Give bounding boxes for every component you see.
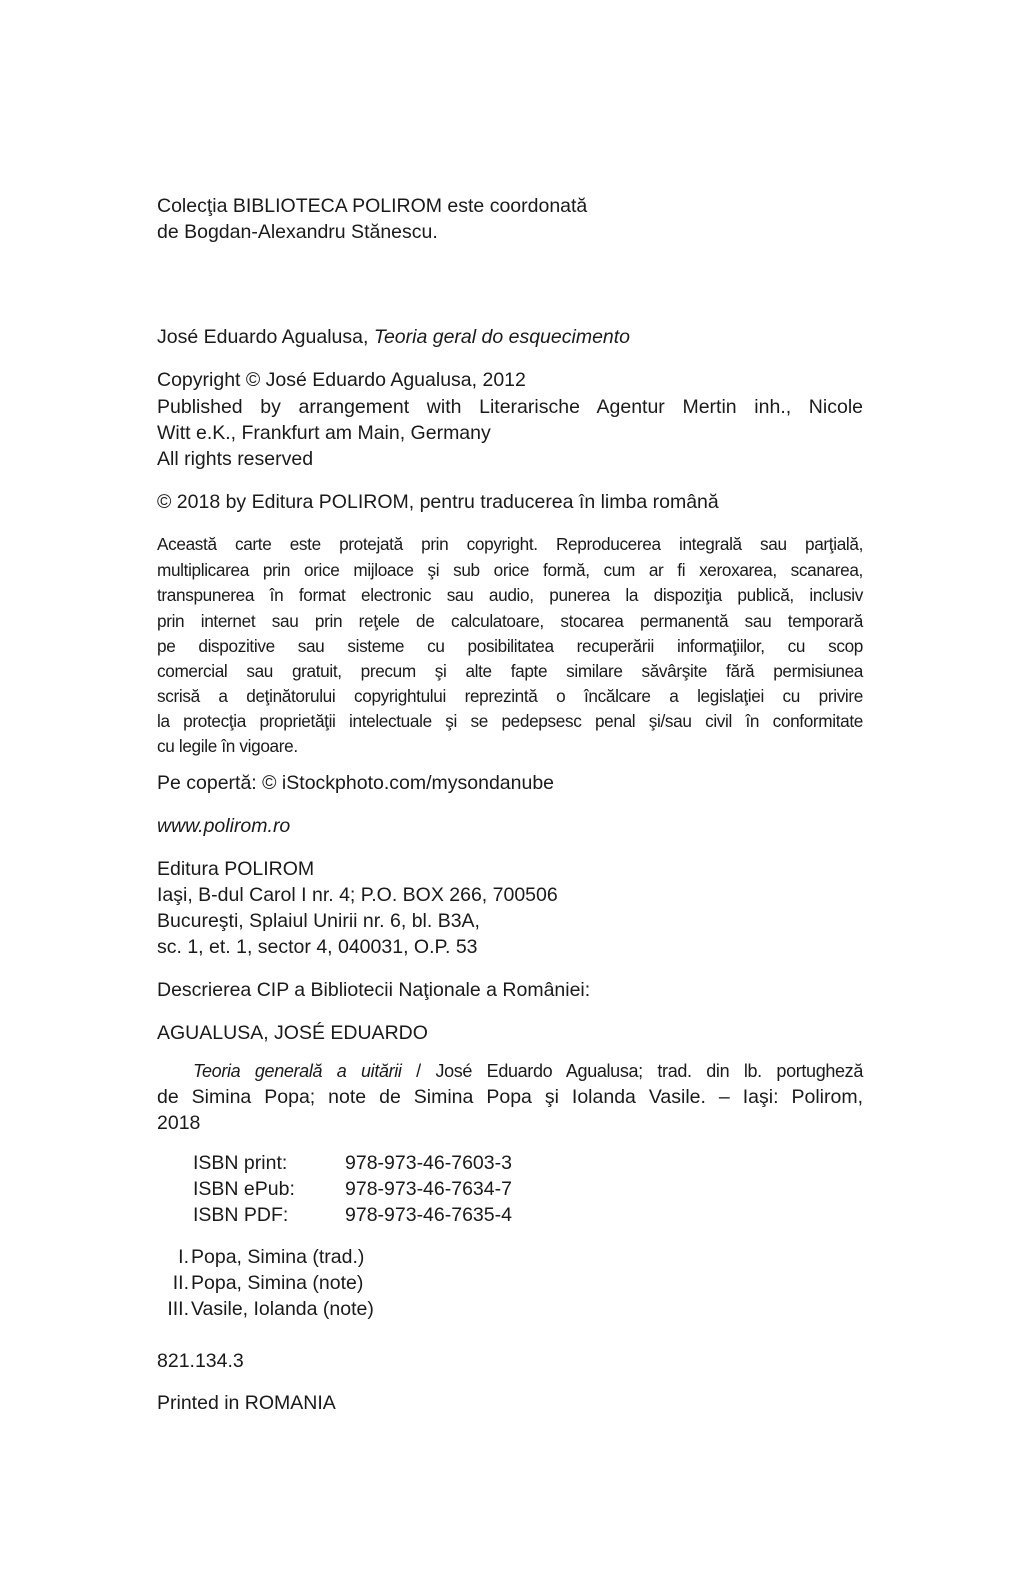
isbn-value: 978-973-46-7635-4 [345,1204,512,1226]
contributor-number: I. [178,1246,189,1268]
legal-notice-line: comercial sau gratuit, precum şi alte fapte similare săvârşite fără permisiunea [157,661,863,681]
copyright-line: Witt e.K., Frankfurt am Main, Germany [157,422,491,444]
isbn-value: 978-973-46-7603-3 [345,1152,512,1174]
publisher-line: Bucureşti, Splaiul Unirii nr. 6, bl. B3A, [157,910,480,932]
cip-description-line: de Simina Popa; note de Simina Popa şi Iolanda Vasile. – Iaşi: Polirom, [157,1086,863,1108]
cip-author-heading: AGUALUSA, JOSÉ EDUARDO [157,1022,428,1044]
cip-heading: Descrierea CIP a Bibliotecii Naţionale a României: [157,979,591,1001]
contributor-item [149,1270,363,1296]
original-title-line [157,324,630,350]
isbn-label: ISBN PDF: [193,1204,289,1226]
cip-description-rest: / José Eduardo Agualusa; trad. din lb. portugheză [401,1061,863,1081]
contributor-text: Vasile, Iolanda (note) [191,1298,374,1320]
cip-title: Teoria generală a uitării [193,1061,402,1081]
printed-in: Printed in ROMANIA [157,1392,336,1414]
isbn-row-epub [193,1176,512,1202]
contributor-text: Popa, Simina (trad.) [191,1246,365,1268]
contributor-text: Popa, Simina (note) [191,1272,364,1294]
website-link[interactable] [157,813,290,839]
copyright-line: Copyright © José Eduardo Agualusa, 2012 [157,369,526,391]
cover-credit: Pe copertă: © iStockphoto.com/mysondanube [157,772,555,794]
website-text: www.polirom.ro [157,815,291,837]
isbn-label: ISBN print: [193,1152,288,1174]
legal-notice-line: cu legile în vigoare. [157,736,298,756]
legal-notice-line: Această carte este protejată prin copyright. Reproducerea integrală sau parţială, [157,534,863,554]
legal-notice-line: multiplicarea prin orice mijloace şi sub orice formă, cum ar fi xeroxarea, scanarea, [157,560,863,580]
copyright-line: All rights reserved [157,448,314,470]
contributor-item [149,1296,374,1322]
collection-note-line: de Bogdan-Alexandru Stănescu. [157,221,438,243]
legal-notice-line: la protecţia proprietăţii intelectuale şi se pedepsesc penal şi/sau civil în conformitate [157,711,863,731]
translation-copyright: © 2018 by Editura POLIROM, pentru traducerea în limba română [157,491,719,513]
publisher-line: Iaşi, B-dul Carol I nr. 4; P.O. BOX 266, 700506 [157,884,558,906]
collection-note-line: Colecţia BIBLIOTECA POLIROM este coordonată [157,195,588,217]
cip-description-line: 2018 [157,1112,201,1134]
contributor-number: III. [167,1298,189,1320]
classification-number: 821.134.3 [157,1350,244,1372]
original-author: José Eduardo Agualusa, [157,326,374,348]
legal-notice-line: scrisă a deţinătorului copyrightului reprezintă o încălcare a legislaţiei cu privire [157,686,863,706]
copyright-line: Published by arrangement with Literarische Agentur Mertin inh., Nicole [157,396,863,418]
legal-notice-line: pe dispozitive sau sisteme cu posibilitatea recuperării informaţiilor, cu scop [157,636,863,656]
isbn-row-pdf [193,1202,512,1228]
legal-notice-line: transpunerea în format electronic sau audio, punerea la dispoziţia publică, inclusiv [157,585,863,605]
isbn-value: 978-973-46-7634-7 [345,1178,512,1200]
publisher-line: Editura POLIROM [157,858,315,880]
publisher-line: sc. 1, et. 1, sector 4, 040031, O.P. 53 [157,936,478,958]
isbn-label: ISBN ePub: [193,1178,295,1200]
cip-description-line [157,1058,863,1084]
isbn-row-print [193,1150,512,1176]
contributor-item [149,1244,364,1270]
original-title: Teoria geral do esquecimento [373,326,631,348]
legal-notice-line: prin internet sau prin reţele de calculatoare, stocarea permanentă sau temporară [157,611,863,631]
contributor-number: II. [172,1272,189,1294]
